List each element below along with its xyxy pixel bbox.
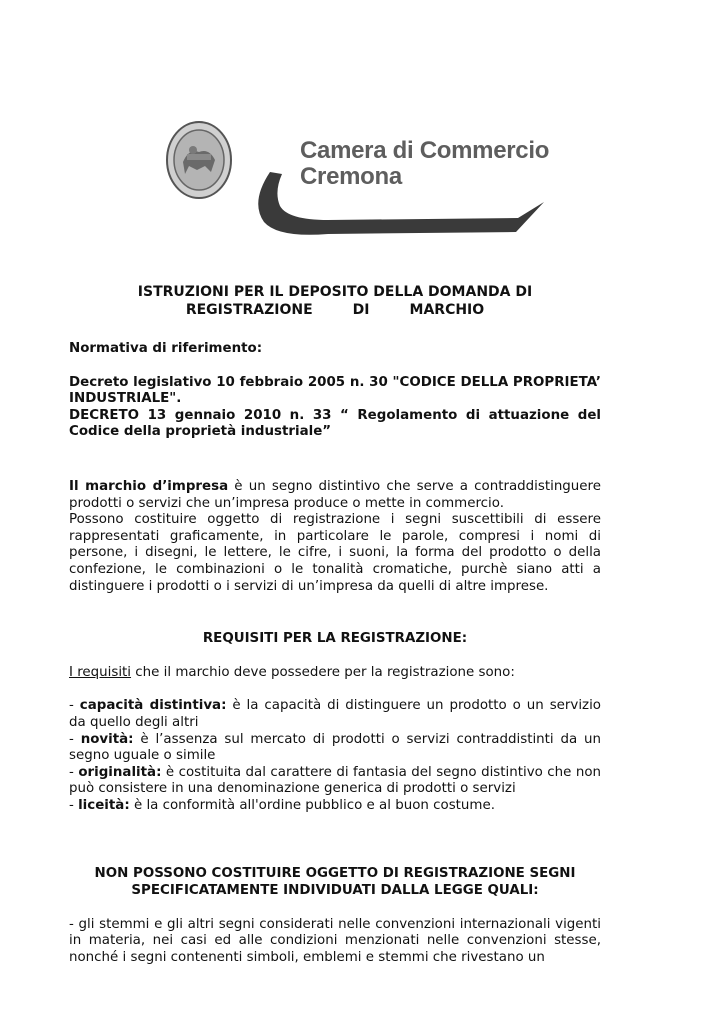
non-possono-heading-line1: NON POSSONO COSTITUIRE OGGETTO DI REGISTRAZIONE SEGNI	[94, 866, 576, 882]
list-item-text: è costituita dal carattere di fantasia del segno distintivo che non può consistere in una denominazione generica di prodotti o servizi	[69, 764, 602, 797]
list-item-term: novità:	[80, 731, 134, 747]
title-word-di: DI	[352, 302, 370, 318]
org-name-line2: Cremona	[300, 163, 402, 190]
list-item-prefix: -	[69, 731, 81, 747]
stemmi-paragraph: - gli stemmi e gli altri segni considerati nelle convenzioni internazionali vigenti in materia, nei casi ed alle condizioni menzionati nelle convenzioni stesse, nonché i segni contenenti simboli, emblemi e stemmi che rivestano un	[69, 916, 601, 965]
chamber-seal-logo	[165, 120, 233, 200]
list-item-text: è la capacità di distinguere un prodotto o un servizio da quello degli altri	[69, 698, 601, 730]
org-name-line1: Camera di Commercio	[300, 137, 550, 164]
registrable-signs-paragraph: Possono costituire oggetto di registrazione i segni suscettibili di essere rappresentati graficamente, in particolare le parole, compresi i nomi di persone, i disegni, le lettere, le cifre, i suoni, la forma del prodotto o della confezione, le combinazioni o le tonalità cromatiche, purchè siano atti a distinguere i prodotti o i servizi di un’impresa da quelli di altre imprese.	[69, 512, 601, 594]
marchio-definition: è un segno distintivo che serve a contraddistinguere prodotti o servizi che un’impresa produce o mette in commercio.	[69, 478, 601, 511]
intro-paragraph	[69, 479, 601, 512]
decreto-2010: DECRETO 13 gennaio 2010 n. 33 “ Regolamento di attuazione del Codice della proprietà industriale”	[69, 407, 601, 440]
logo-swoosh-icon	[248, 162, 548, 242]
letterhead	[160, 112, 560, 237]
list-item	[69, 765, 601, 798]
list-item	[69, 732, 601, 765]
list-item-prefix: -	[69, 764, 79, 780]
title-line1: ISTRUZIONI PER IL DEPOSITO DELLA DOMANDA DI	[137, 284, 533, 300]
requisiti-list	[69, 698, 601, 814]
list-item-prefix: -	[69, 698, 80, 714]
list-item-prefix: -	[69, 797, 79, 813]
list-item-term: liceità:	[78, 797, 130, 813]
requisiti-lead-rest: che il marchio deve possedere per la registrazione sono:	[131, 664, 515, 680]
normativa-heading: Normativa di riferimento:	[69, 341, 263, 356]
title-word-registrazione: REGISTRAZIONE	[185, 302, 313, 318]
document-title	[69, 283, 601, 319]
requisiti-heading: REQUISITI PER LA REGISTRAZIONE:	[202, 631, 468, 647]
requisiti-lead	[69, 665, 601, 682]
list-item	[69, 698, 601, 731]
list-item	[69, 798, 601, 815]
list-item-text: è la conformità all'ordine pubblico e al buon costume.	[129, 797, 495, 813]
title-word-marchio: MARCHIO	[409, 302, 485, 318]
non-possono-heading	[69, 866, 601, 899]
list-item-text: è l’assenza sul mercato di prodotti o servizi contraddistinti da un segno uguale o simile	[69, 731, 601, 764]
decreto-legislativo: Decreto legislativo 10 febbraio 2005 n. 30 "CODICE DELLA PROPRIETA’ INDUSTRIALE".	[69, 374, 601, 407]
requisiti-lead-underlined: I requisiti	[69, 664, 132, 680]
list-item-term: capacità distintiva:	[79, 698, 227, 714]
non-possono-heading-line2: SPECIFICATAMENTE INDIVIDUATI DALLA LEGGE QUALI:	[131, 883, 539, 899]
marchio-term: Il marchio d’impresa	[69, 478, 229, 494]
list-item-term: originalità:	[78, 764, 162, 780]
title-line2	[69, 301, 601, 319]
document-body	[69, 283, 601, 966]
